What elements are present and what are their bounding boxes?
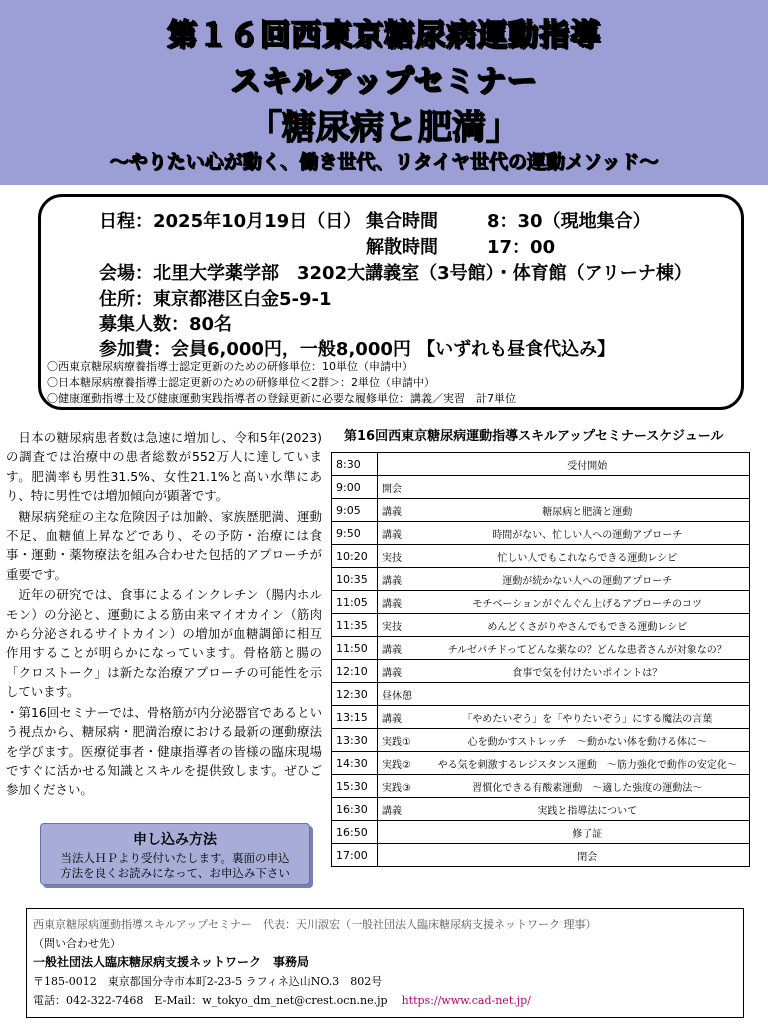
application-title: 申し込み方法 bbox=[133, 832, 217, 848]
application-line: 当法人ＨＰより受付いたします。裏面の申込 bbox=[60, 851, 290, 865]
intro-text bbox=[6, 428, 322, 801]
schedule-row bbox=[332, 614, 750, 637]
application-body bbox=[41, 851, 309, 881]
schedule-content: チルゼパチドってどんな薬なの？どんな患者さんが対象なの？ bbox=[426, 637, 750, 660]
footer-address: 〒185-0012 東京都国分寺市本町2-23-5 ラフィネ込山NO.3 802号 bbox=[33, 975, 383, 988]
schedule-kind: 開会 bbox=[378, 476, 426, 499]
application-line: 方法を良くお読みになって、お申込み下さい bbox=[60, 866, 290, 880]
schedule-time: 13:30 bbox=[332, 729, 378, 752]
schedule-kind: 講義 bbox=[378, 568, 426, 591]
seminar-subtitle: 〜やりたい心が動く、働き世代、リタイヤ世代の運動メソッド〜 bbox=[109, 151, 659, 173]
schedule-time: 11:35 bbox=[332, 614, 378, 637]
credit-line: 〇西東京糖尿病療養指導士認定更新のための研修単位：10単位（申請中） bbox=[47, 360, 413, 373]
footer-contact bbox=[33, 991, 737, 1010]
schedule-kind bbox=[378, 821, 426, 844]
schedule-time: 16:30 bbox=[332, 798, 378, 821]
schedule-kind: 講義 bbox=[378, 706, 426, 729]
schedule-row bbox=[332, 775, 750, 798]
schedule-kind: 講義 bbox=[378, 499, 426, 522]
schedule-row bbox=[332, 476, 750, 499]
schedule-time: 9:50 bbox=[332, 522, 378, 545]
schedule-kind: 実技 bbox=[378, 614, 426, 637]
schedule-content: めんどくさがりやさんでもできる運動レシピ bbox=[426, 614, 750, 637]
seminar-title-line2: スキルアップセミナー bbox=[230, 64, 538, 99]
schedule-content: 運動が続かない人への運動アプローチ bbox=[426, 568, 750, 591]
schedule-time: 9:00 bbox=[332, 476, 378, 499]
schedule-time: 10:20 bbox=[332, 545, 378, 568]
credit-line: 〇日本糖尿病療養指導士認定更新のための研修単位＜2群＞：2単位（申請中） bbox=[47, 376, 435, 389]
footer-organization: 一般社団法人臨床糖尿病支援ネットワーク 事務局 bbox=[33, 955, 310, 969]
schedule-time: 12:30 bbox=[332, 683, 378, 706]
schedule-row bbox=[332, 821, 750, 844]
schedule-kind bbox=[378, 453, 426, 476]
schedule-table bbox=[331, 452, 750, 867]
dismiss-label: 解散時間 bbox=[366, 237, 438, 258]
schedule-row bbox=[332, 591, 750, 614]
schedule-content: 食事で気を付けたいポイントは？ bbox=[426, 660, 750, 683]
schedule-row bbox=[332, 729, 750, 752]
schedule-content: 閉会 bbox=[426, 844, 750, 867]
event-date: 日程：2025年10月19日（日） bbox=[99, 211, 362, 232]
schedule-kind: 実践③ bbox=[378, 775, 426, 798]
schedule-row bbox=[332, 637, 750, 660]
schedule-content: 忙しい人でもこれならできる運動レシピ bbox=[426, 545, 750, 568]
schedule-row bbox=[332, 752, 750, 775]
schedule-kind: 実践① bbox=[378, 729, 426, 752]
schedule-content: 心を動かすストレッチ 〜動かない体を動ける体に〜 bbox=[426, 729, 750, 752]
schedule-time: 9:05 bbox=[332, 499, 378, 522]
schedule-content: 「やめたいぞう」を「やりたいぞう」にする魔法の言葉 bbox=[426, 706, 750, 729]
theme-open-bracket: 「 bbox=[248, 108, 282, 148]
schedule-time: 14:30 bbox=[332, 752, 378, 775]
schedule-row bbox=[332, 660, 750, 683]
intro-paragraph: ・第16回セミナーでは、骨格筋が内分泌器官であるという視点から、糖尿病・肥満治療における最新の運動療法を学びます。医療従事者・健康指導者の皆様の臨床現場ですぐに活かせる知識とスキルを提供致します。ぜひご参加ください。 bbox=[6, 704, 322, 798]
schedule-time: 12:10 bbox=[332, 660, 378, 683]
intro-paragraph: 近年の研究では、食事によるインクレチン（腸内ホルモン）の分泌と、運動による筋由来マイオカイン（筋肉から分泌されるサイトカイン）の増加が血糖調節に相互作用することが明らかになっています。骨格筋と腸の「クロストーク」は新たな治療アプローチの可能性を示しています。 bbox=[6, 587, 322, 700]
seminar-title-line1: 第１６回西東京糖尿病運動指導 bbox=[167, 18, 601, 53]
contact-footer bbox=[26, 908, 744, 1018]
intro-paragraph: 日本の糖尿病患者数は急速に増加し、令和5年(2023)の調査では治療中の患者総数が552万人に達しています。肥満率も男性31.5%、女性21.1%と高い水準にあり、特に男性では増加傾向が顕著です。 bbox=[6, 430, 322, 504]
schedule-content: 糖尿病と肥満と運動 bbox=[426, 499, 750, 522]
schedule-kind: 講義 bbox=[378, 660, 426, 683]
schedule-time: 10:35 bbox=[332, 568, 378, 591]
schedule-kind: 講義 bbox=[378, 522, 426, 545]
schedule-content: 修了証 bbox=[426, 821, 750, 844]
schedule-row bbox=[332, 844, 750, 867]
schedule-kind: 実践② bbox=[378, 752, 426, 775]
schedule-kind: 昼休憩 bbox=[378, 683, 426, 706]
seminar-theme bbox=[0, 100, 768, 149]
schedule-kind bbox=[378, 844, 426, 867]
schedule-kind: 実技 bbox=[378, 545, 426, 568]
schedule-time: 11:50 bbox=[332, 637, 378, 660]
schedule-row bbox=[332, 522, 750, 545]
title-banner bbox=[0, 0, 768, 185]
schedule-content bbox=[426, 476, 750, 499]
theme-text: 糖尿病と肥満 bbox=[282, 108, 486, 148]
intro-paragraph: 糖尿病発症の主な危険因子は加齢、家族歴肥満、運動不足、血糖値上昇などであり、その予防・治療には食事・運動・薬物療法を組み合わせた包括的アプローチが重要です。 bbox=[6, 508, 322, 582]
schedule-time: 17:00 bbox=[332, 844, 378, 867]
schedule-time: 13:15 bbox=[332, 706, 378, 729]
schedule-time: 15:30 bbox=[332, 775, 378, 798]
event-capacity: 募集人数：80名 bbox=[99, 314, 233, 335]
event-venue: 会場：北里大学薬学部 3202大講義室（3号館）・体育館（アリーナ棟） bbox=[99, 263, 692, 284]
schedule-time: 16:50 bbox=[332, 821, 378, 844]
gather-label: 集合時間 bbox=[366, 211, 438, 232]
schedule-content bbox=[426, 683, 750, 706]
footer-representative: 西東京糖尿病運動指導スキルアップセミナー 代表：天川淑宏（一般社団法人臨床糖尿病支援ネットワーク 理事） bbox=[33, 918, 597, 931]
schedule-row bbox=[332, 706, 750, 729]
schedule-content: モチベーションがぐんぐん上げるアプローチのコツ bbox=[426, 591, 750, 614]
schedule-row bbox=[332, 453, 750, 476]
footer-inquiry-label: （問い合わせ先） bbox=[33, 937, 121, 950]
schedule-kind: 講義 bbox=[378, 798, 426, 821]
theme-close-bracket: 」 bbox=[486, 108, 520, 148]
schedule-time: 11:05 bbox=[332, 591, 378, 614]
schedule-row bbox=[332, 683, 750, 706]
schedule-row bbox=[332, 545, 750, 568]
schedule-title: 第16回西東京糖尿病運動指導スキルアップセミナースケジュール bbox=[344, 429, 724, 444]
footer-phone-email: 電話：042-322-7468 E-Mail：w_tokyo_dm_net@crest.ocn.ne.jp bbox=[33, 994, 388, 1007]
schedule-content: 受付開始 bbox=[426, 453, 750, 476]
credit-line: 〇健康運動指導士及び健康運動実践指導者の登録更新に必要な履修単位：講義／実習 計7単位 bbox=[47, 392, 516, 405]
schedule-content: 実践と指導法について bbox=[426, 798, 750, 821]
gather-time: 8：30（現地集合） bbox=[487, 211, 651, 232]
website-link[interactable]: https://www.cad-net.jp/ bbox=[401, 994, 531, 1007]
application-box bbox=[40, 823, 310, 885]
schedule-content: やる気を刺激するレジスタンス運動 〜筋力強化で動作の安定化〜 bbox=[426, 752, 750, 775]
dismiss-time: 17：00 bbox=[487, 237, 556, 258]
schedule-row bbox=[332, 568, 750, 591]
schedule-kind: 講義 bbox=[378, 591, 426, 614]
schedule-kind: 講義 bbox=[378, 637, 426, 660]
schedule-content: 習慣化できる有酸素運動 〜適した強度の運動法〜 bbox=[426, 775, 750, 798]
event-fee: 参加費：会員6,000円，一般8,000円 【いずれも昼食代込み】 bbox=[99, 339, 616, 360]
schedule-row bbox=[332, 499, 750, 522]
schedule-content: 時間がない、忙しい人への運動アプローチ bbox=[426, 522, 750, 545]
schedule-time: 8:30 bbox=[332, 453, 378, 476]
event-info-box bbox=[38, 194, 744, 410]
schedule-row bbox=[332, 798, 750, 821]
event-address: 住所：東京都港区白金5-9-1 bbox=[99, 289, 332, 310]
